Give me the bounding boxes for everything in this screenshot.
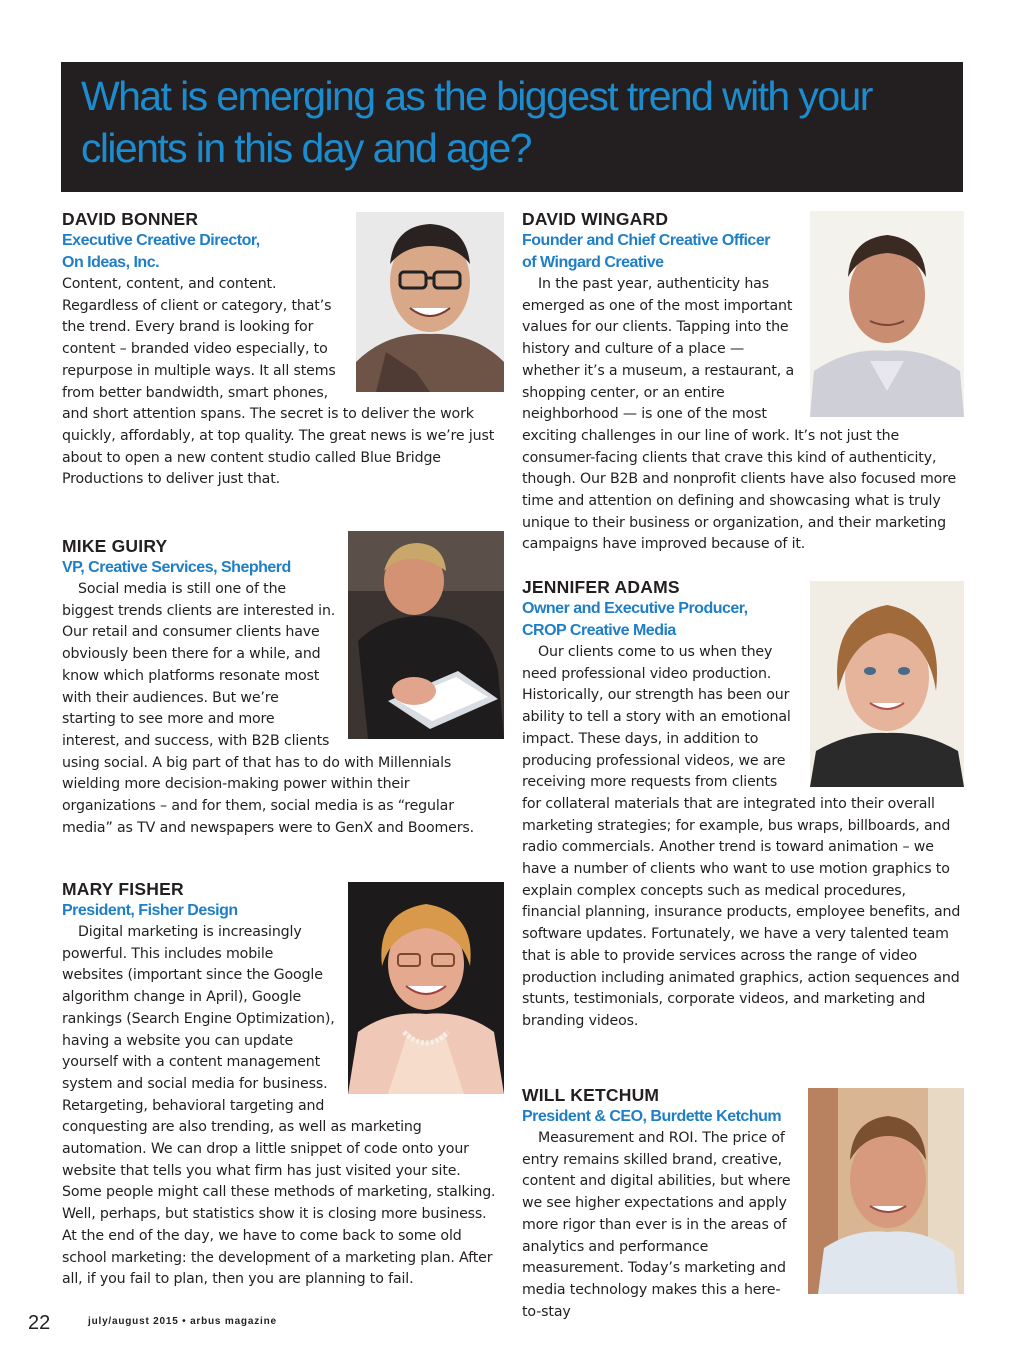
profile-text: Measurement and ROI. The price of entry remains skilled brand, creative, content and digital abilities, but where we see higher expectations and apply more rigor than ever is in the areas of analytics and performance measurement. Today’s marketing and media technology makes this a here-to-stay bbox=[522, 1130, 791, 1320]
profile-name: JENNIFER ADAMS bbox=[522, 577, 680, 597]
left-column bbox=[62, 208, 504, 1291]
profile-will-ketchum bbox=[522, 1084, 964, 1323]
page-number: 22 bbox=[28, 1312, 51, 1334]
profile-name: WILL KETCHUM bbox=[522, 1085, 660, 1105]
profile-role-line: CROP Creative Media bbox=[522, 622, 676, 639]
right-column bbox=[522, 208, 964, 1323]
photo-david-bonner bbox=[356, 212, 504, 392]
photo-will-ketchum bbox=[808, 1088, 964, 1294]
profile-name: MARY FISHER bbox=[62, 879, 184, 899]
photo-david-wingard bbox=[810, 211, 964, 417]
profile-role-line: On Ideas, Inc. bbox=[62, 254, 160, 271]
profile-role-line: Founder and Chief Creative Officer bbox=[522, 232, 770, 249]
page-footer bbox=[28, 1312, 428, 1336]
page-title: What is emerging as the biggest trend with your clients in this day and age? bbox=[81, 73, 872, 171]
profile-role-line: VP, Creative Services, Shepherd bbox=[62, 559, 291, 576]
photo-mary-fisher bbox=[348, 882, 504, 1094]
profile-mary-fisher bbox=[62, 878, 504, 1291]
profile-name: DAVID BONNER bbox=[62, 209, 199, 229]
photo-mike-guiry bbox=[348, 531, 504, 739]
profile-role-line: President & CEO, Burdette Ketchum bbox=[522, 1108, 782, 1125]
profile-jennifer-adams bbox=[522, 576, 964, 1077]
profile-text: Content, content, and content. Regardless of client or category, that’s the trend. Every brand is looking for content – branded video especially, to repurpose in multiple ways. It all stems from better bandwidth, smart phones, and short attention spans. The secret is to deliver the work quickly, affordably, at top quality. The great news is we’re just about to open a new content studio called Blue Bridge Productions to deliver just that. bbox=[62, 276, 495, 488]
profile-role-line: of Wingard Creative bbox=[522, 254, 664, 271]
profile-text: In the past year, authenticity has emerged as one of the most important values for our clients. Tapping into the history and culture of a place — whether it’s a museum, a restaurant, a shopping center, or an entire neighborhood — is one of the most exciting challenges in our line of work. It’s not just the consumer-facing clients that crave this kind of authenticity, though. Our B2B and nonprofit clients have also focused more time and attention on defining and showcasing what is truly unique to their business or organization, and their marketing campaigns have improved because of it. bbox=[522, 276, 957, 553]
profile-text: Our clients come to us when they need professional video production. Historically, our strength has been our ability to tell a story with an emotional impact. These days, in addition to producing professional videos, we are receiving more requests from clients for collateral materials that are integrated into their overall marketing strategies; for example, bus wraps, billboards, and radio commercials. Another trend is toward animation – we have a number of clients who want to use motion graphics to explain complex concepts such as medical procedures, financial planning, insurance products, employee benefits, and software updates. Fortunately, we have a very talented team that is able to provide services across the range of video production including animated graphics, action sequences and stunts, testimonials, corporate videos, and marketing and branding videos. bbox=[522, 644, 961, 1029]
profile-david-bonner bbox=[62, 208, 504, 526]
profile-name: DAVID WINGARD bbox=[522, 209, 669, 229]
profile-text: Digital marketing is increasingly powerful. This includes mobile websites (important since the Google algorithm change in April), Google rankings (Search Engine Optimization), having a website you can update yourself with a content management system and social media for business. Retargeting, behavioral targeting and conquesting are also trending, as well as marketing automation. We can drop a little snippet of code onto your website that tells you what firm has just visited your site. Some people might call these methods of marketing, stalking. Well, perhaps, but statistics show it is closing more business. At the end of the day, we have to come back to some old school marketing: the development of a marketing plan. After all, if you fail to plan, then you are planning to fail. bbox=[62, 924, 496, 1288]
profile-text: Social media is still one of the biggest trends clients are interested in. Our retail and consumer clients have obviously been there for a while, and know which platforms resonate most with their audiences. But we’re starting to see more and more interest, and success, with B2B clients using social. A big part of that has to do with Millennials wielding more decision-making power within their organizations – and for them, social media is as “regular media” as TV and newspapers were to GenX and Boomers. bbox=[62, 581, 475, 836]
profile-role-line: Owner and Executive Producer, bbox=[522, 600, 748, 617]
photo-jennifer-adams bbox=[810, 581, 964, 787]
profile-mike-guiry bbox=[62, 535, 504, 878]
profile-david-wingard bbox=[522, 208, 964, 570]
profile-role-line: Executive Creative Director, bbox=[62, 232, 260, 249]
profile-role-line: President, Fisher Design bbox=[62, 902, 238, 919]
publication-line: july/august 2015 • arbus magazine bbox=[88, 1316, 277, 1327]
profile-name: MIKE GUIRY bbox=[62, 536, 168, 556]
title-banner bbox=[61, 62, 963, 192]
